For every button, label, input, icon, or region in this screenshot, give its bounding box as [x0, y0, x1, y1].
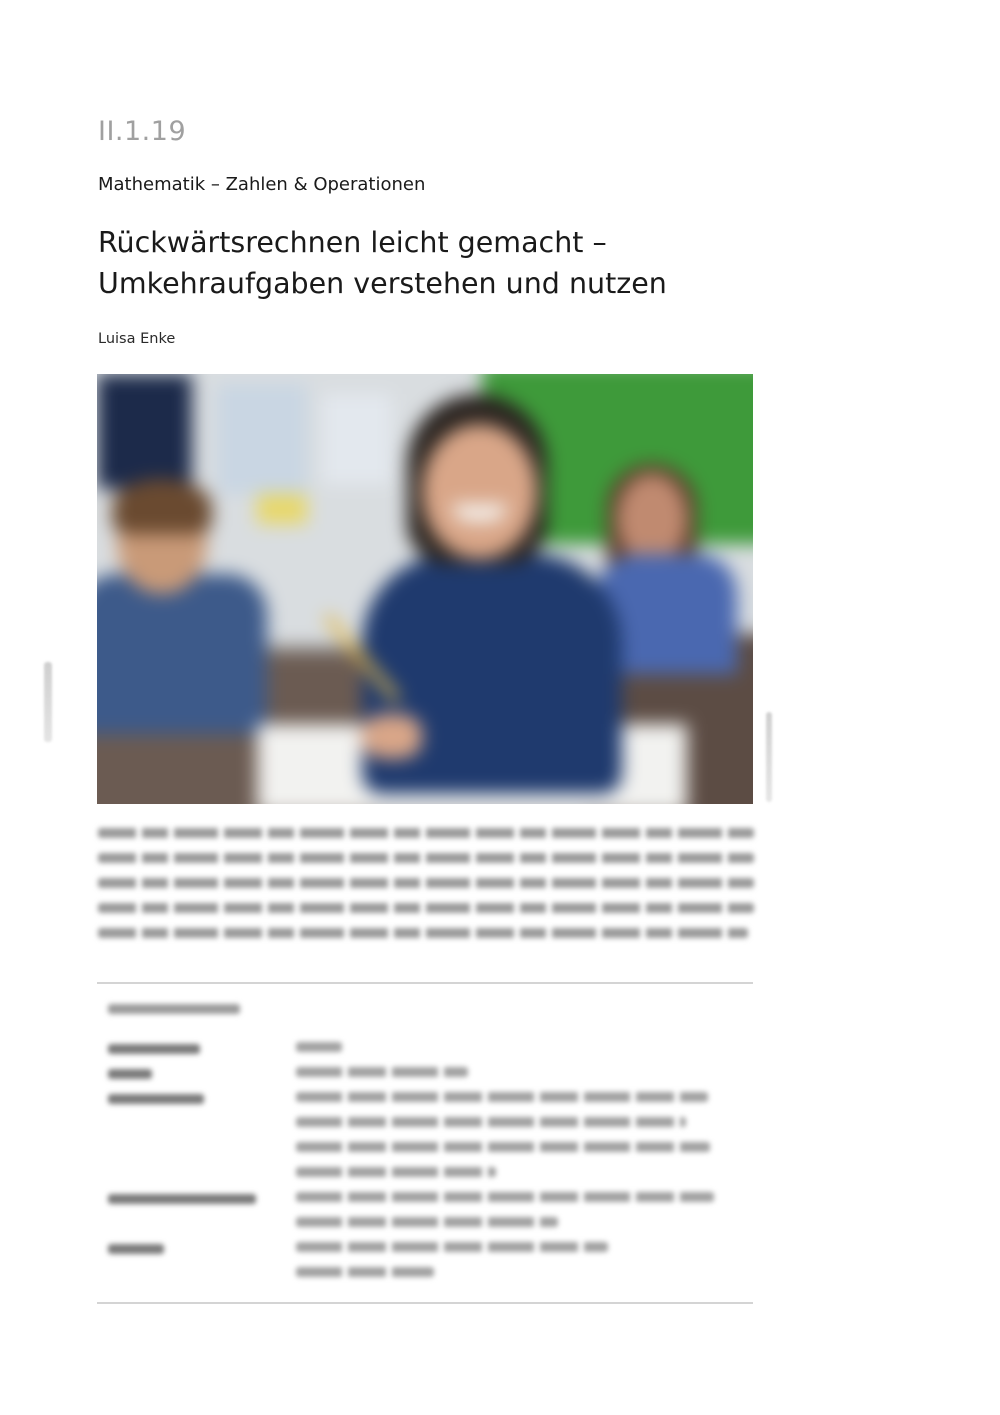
row-value: [296, 1267, 434, 1277]
text-line: [98, 928, 748, 938]
student-boy: [97, 574, 267, 734]
divider-bottom: [97, 1302, 753, 1304]
document-title: [98, 222, 778, 304]
text-line: [98, 828, 754, 838]
row-value: [296, 1067, 468, 1077]
row-value: [296, 1092, 708, 1102]
title-line-2: Umkehraufgaben verstehen und nutzen: [98, 267, 667, 300]
profile-row: [108, 1042, 728, 1067]
profile-row: [108, 1242, 728, 1292]
row-value: [296, 1217, 558, 1227]
photo-credit-right: [766, 712, 772, 802]
competence-profile-blurred: [108, 1004, 728, 1292]
poster: [322, 394, 392, 484]
student-boy-hair: [112, 479, 212, 534]
photo-credit-left: [44, 662, 52, 742]
classroom-photo: [97, 374, 753, 804]
text-line: [98, 853, 754, 863]
poster: [97, 374, 192, 489]
student-girl-hand: [362, 714, 422, 759]
profile-row: [108, 1067, 728, 1092]
row-value: [296, 1167, 496, 1177]
row-label: [108, 1244, 164, 1254]
row-label: [108, 1044, 200, 1054]
row-value: [296, 1117, 686, 1127]
divider-top: [97, 982, 753, 984]
poster: [217, 384, 307, 494]
row-value: [296, 1242, 608, 1252]
student-girl-face: [422, 424, 537, 559]
author-name: Luisa Enke: [98, 331, 176, 347]
profile-heading: [108, 1004, 240, 1014]
profile-row: [108, 1192, 728, 1242]
title-line-1: Rückwärtsrechnen leicht gemacht –: [98, 226, 607, 259]
row-value: [296, 1192, 714, 1202]
row-value: [296, 1142, 710, 1152]
subject-line: Mathematik – Zahlen & Operationen: [98, 174, 426, 195]
intro-paragraph-blurred: [98, 828, 754, 953]
poster: [257, 494, 307, 524]
profile-row: [108, 1092, 728, 1192]
photo-scene: [97, 374, 753, 804]
row-label: [108, 1194, 256, 1204]
row-label: [108, 1094, 204, 1104]
text-line: [98, 878, 754, 888]
text-line: [98, 903, 754, 913]
row-value: [296, 1042, 342, 1052]
student-girl-background-head: [617, 474, 687, 564]
document-code: II.1.19: [98, 116, 187, 147]
row-label: [108, 1069, 152, 1079]
